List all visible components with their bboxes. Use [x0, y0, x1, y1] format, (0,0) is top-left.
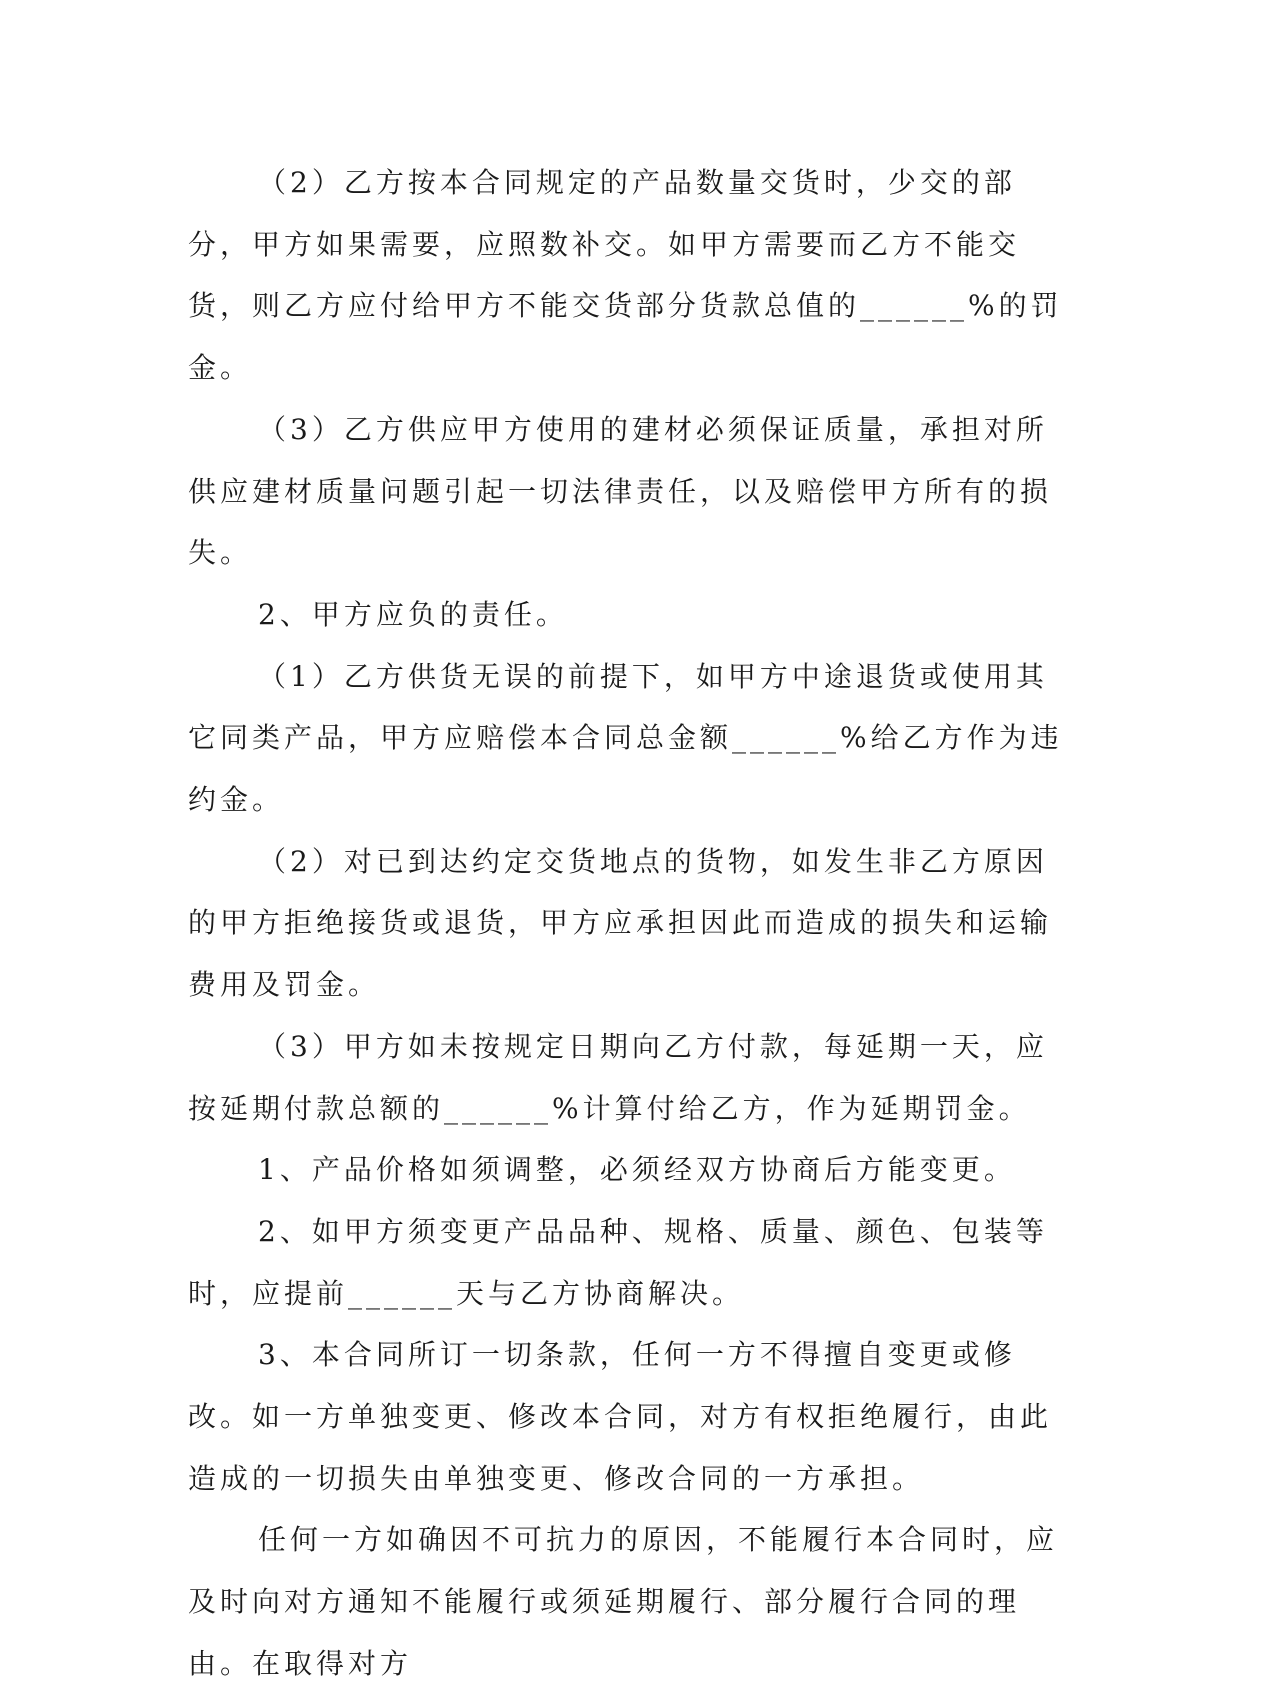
clause-no-unilateral-change: 3、本合同所订一切条款，任何一方不得擅自变更或修改。如一方单独变更、修改本合同，对方有权拒绝履行，由此造成的一切损失由单独变更、修改合同的一方承担。 [188, 1338, 1053, 1495]
section-buyer-responsibility: 2、甲方应负的责任。 [258, 597, 568, 631]
clause-price-adjust: 1、产品价格如须调整，必须经双方协商后方能变更。 [258, 1153, 1016, 1187]
clause-seller-short-delivery: （2）乙方按本合同规定的产品数量交货时，少交的部分，甲方如果需要，应照数补交。如甲方需要而乙方不能交货，则乙方应付给甲方不能交货部分货款总值的______%的罚金。 [188, 166, 1063, 385]
clause-buyer-return: （1）乙方供货无误的前提下，如甲方中途退货或使用其它同类产品，甲方应赔偿本合同总金额______%给乙方作为违约金。 [188, 659, 1063, 817]
document-page [188, 152, 1070, 1695]
clause-buyer-refuse: （2）对已到达约定交货地点的货物，如发生非乙方原因的甲方拒绝接货或退货，甲方应承担因此而造成的损失和运输费用及罚金。 [188, 844, 1053, 1002]
clause-force-majeure: 任何一方如确因不可抗力的原因，不能履行本合同时，应及时向对方通知不能履行或须延期履行、部分履行合同的理由。在取得对方 [188, 1523, 1059, 1680]
clause-seller-quality: （3）乙方供应甲方使用的建材必须保证质量，承担对所供应建材质量问题引起一切法律责任，以及赔偿甲方所有的损失。 [188, 412, 1053, 570]
clause-buyer-late-payment: （3）甲方如未按规定日期向乙方付款，每延期一天，应按延期付款总额的______%计算付给乙方，作为延期罚金。 [188, 1029, 1048, 1125]
clause-product-change: 2、如甲方须变更产品品种、规格、质量、颜色、包装等时，应提前______天与乙方协商解决。 [188, 1214, 1048, 1310]
